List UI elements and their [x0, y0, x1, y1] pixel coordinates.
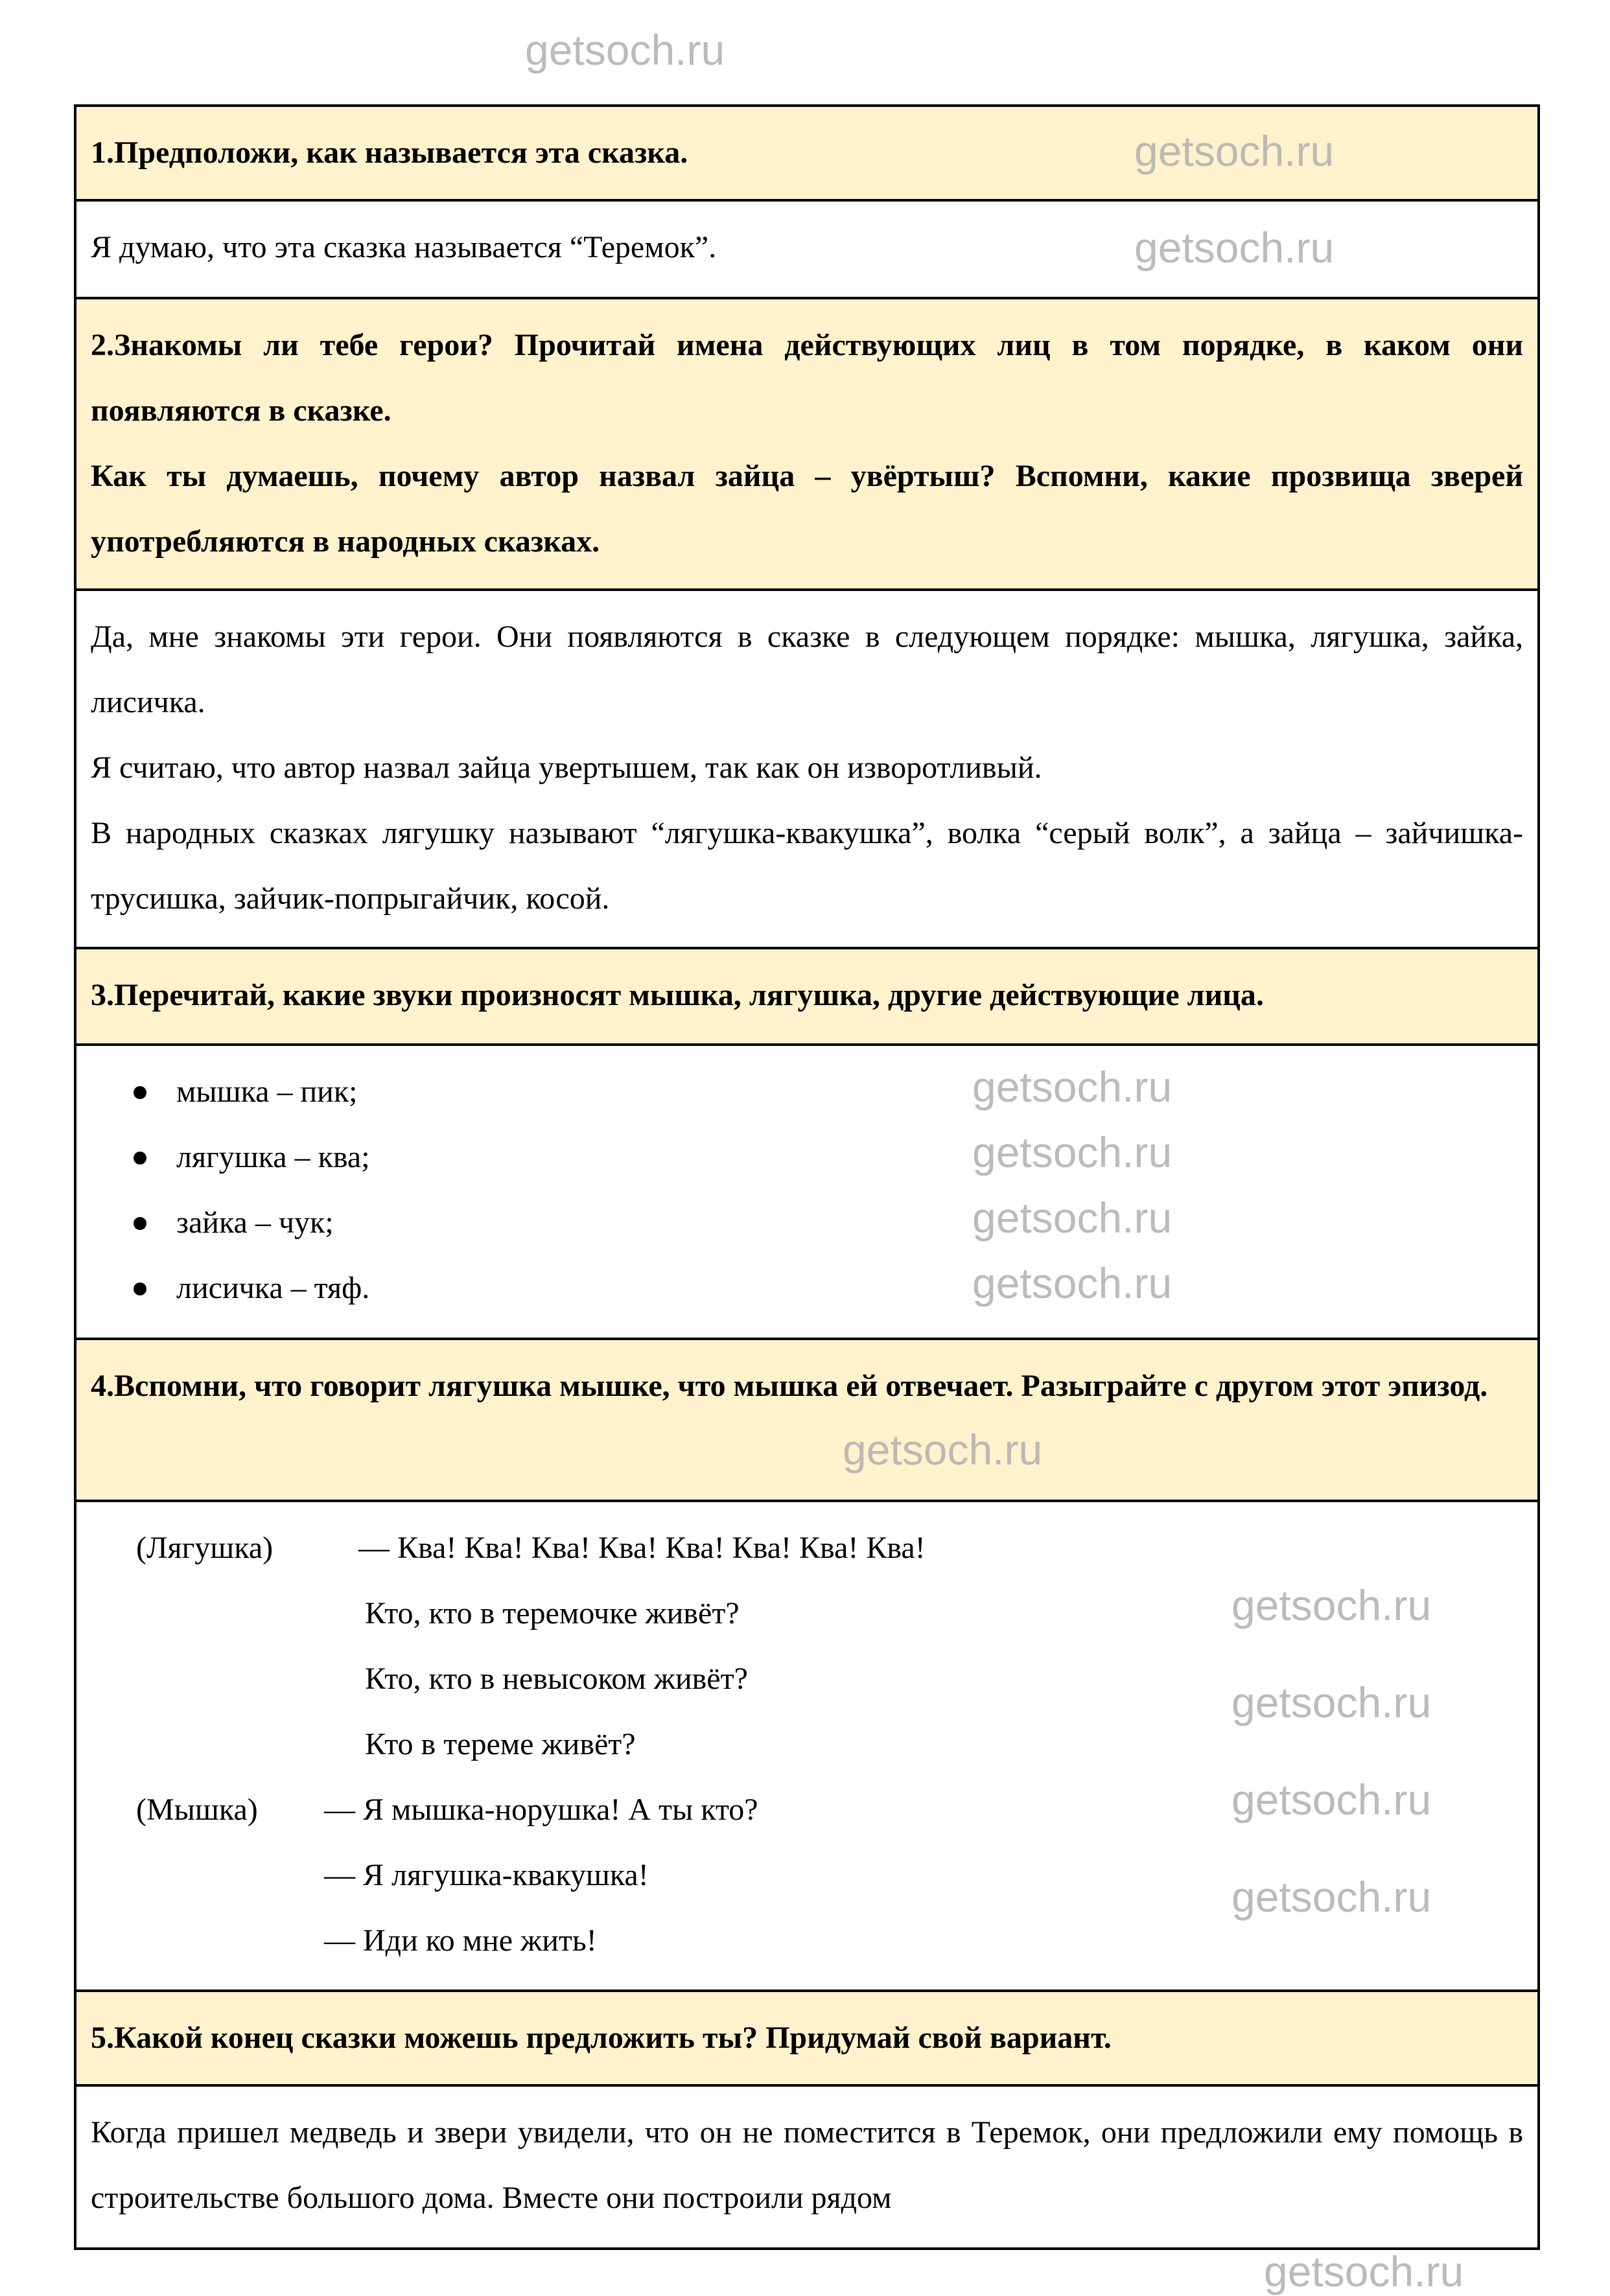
dialogue-line: Кто, кто в невысоком живёт? [365, 1662, 748, 1696]
dialogue-line: Кто в тереме живёт? [365, 1727, 636, 1761]
list-item: лисичка – тяф. [130, 1255, 1523, 1321]
question-text: 1.Предположи, как называется эта сказка. [91, 135, 688, 170]
list-item: мышка – пик; [130, 1059, 1523, 1124]
question-text: 3.Перечитай, какие звуки произносят мышка, лягушка, другие действующие лица. [91, 978, 1264, 1012]
qa-table [74, 104, 1540, 2250]
watermark: getsoch.ru [1134, 224, 1335, 272]
question-text: 5.Какой конец сказки можешь предложить ты? Придумай свой вариант. [91, 2021, 1112, 2055]
question-2 [76, 299, 1537, 591]
question-text: 2.Знакомы ли тебе герои? Прочитай имена действующих лиц в том порядке, в каком они появляются в сказке. [91, 328, 1523, 428]
speaker-frog: (Лягушка) [136, 1531, 274, 1565]
watermark: getsoch.ru [1231, 1678, 1432, 1726]
watermark: getsoch.ru [1134, 127, 1335, 175]
watermark: getsoch.ru [972, 1128, 1172, 1176]
list-item: зайка – чук; [130, 1190, 1523, 1255]
question-5 [76, 1992, 1537, 2087]
answer-5 [76, 2087, 1537, 2247]
answer-2 [76, 591, 1537, 949]
dialogue-line: — Я лягушка-квакушка! [324, 1858, 649, 1892]
question-4 [76, 1340, 1537, 1502]
dialogue-line: Кто, кто в теремочке живёт? [365, 1596, 740, 1630]
watermark: getsoch.ru [1231, 1873, 1432, 1921]
sounds-list [91, 1059, 1523, 1321]
answer-text: Да, мне знакомы эти герои. Они появляются в сказке в следующем порядке: мышка, лягушка, зайка, лисичка. [91, 620, 1523, 719]
answer-text: Когда пришел медведь и звери увидели, что он не поместится в Теремок, они предложили ему помощь в строительстве большого дома. Вместе они построили рядом [91, 2115, 1523, 2215]
watermark: getsoch.ru [972, 1063, 1172, 1111]
answer-3 [76, 1046, 1537, 1340]
answer-text: Я думаю, что эта сказка называется “Теремок”. [91, 230, 717, 264]
watermark: getsoch.ru [1264, 2247, 1464, 2295]
watermark: getsoch.ru [1231, 1776, 1432, 1824]
watermark: getsoch.ru [525, 26, 725, 74]
watermark: getsoch.ru [1231, 1581, 1432, 1629]
dialogue-line: — Я мышка-норушка! А ты кто? [324, 1792, 758, 1827]
watermark: getsoch.ru [843, 1426, 1043, 1474]
dialogue-line: — Ква! Ква! Ква! Ква! Ква! Ква! Ква! Ква! [358, 1531, 926, 1565]
dialogue-line: — Иди ко мне жить! [324, 1923, 597, 1958]
watermark: getsoch.ru [972, 1259, 1172, 1307]
answer-text: Я считаю, что автор назвал зайца увертышем, так как он изворотливый. [91, 750, 1042, 785]
watermark: getsoch.ru [972, 1194, 1172, 1242]
question-text: 4.Вспомни, что говорит лягушка мышке, что мышка ей отвечает. Разыграйте с другом этот эпизод. [91, 1369, 1488, 1403]
answer-text: В народных сказках лягушку называют “лягушка-квакушка”, волка “серый волк”, а зайца – зайчишка-трусишка, зайчик-попрыгайчик, косой. [91, 816, 1523, 916]
list-item: лягушка – ква; [130, 1124, 1523, 1190]
question-3 [76, 949, 1537, 1046]
speaker-mouse: (Мышка) [136, 1792, 258, 1827]
question-text: Как ты думаешь, почему автор назвал зайца – увёртыш? Вспомни, какие прозвища зверей употребляются в народных сказках. [91, 459, 1523, 559]
